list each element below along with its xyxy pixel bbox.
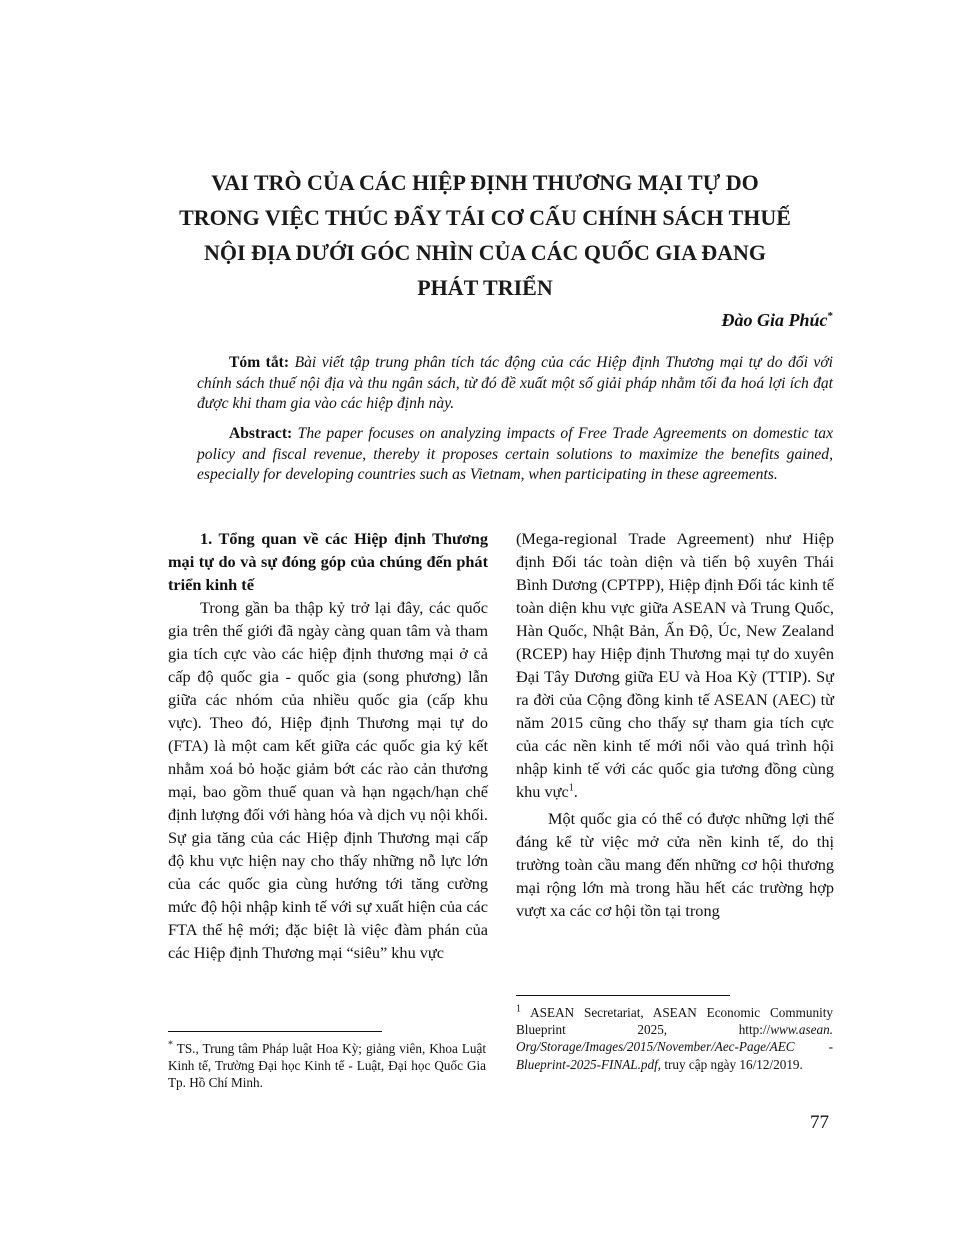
title-line: TRONG VIỆC THÚC ĐẨY TÁI CƠ CẤU CHÍNH SÁCH THUẾ <box>179 205 791 230</box>
paragraph-end: . <box>573 782 578 801</box>
body-paragraph <box>516 527 834 803</box>
abstract-english <box>197 424 833 486</box>
footnote-access: , truy cập ngày 16/12/2019. <box>657 1056 803 1072</box>
footnote-text: ASEAN Secretariat, ASEAN Economic Community Blueprint 2025, http:// <box>516 1005 833 1038</box>
title-line: NỘI ĐỊA DƯỚI GÓC NHÌN CỦA CÁC QUỐC GIA ĐANG <box>203 240 767 265</box>
footnote-mark: 1 <box>516 1003 521 1015</box>
right-column <box>516 527 834 922</box>
footnote-author <box>168 1040 486 1092</box>
abstract-label: Abstract: <box>229 425 293 442</box>
footnote-text: TS., Trung tâm Pháp luật Hoa Kỳ; giảng viên, Khoa Luật Kinh tế, Trường Đại học Kinh tế - Luật, Đại học Quốc Gia Tp. Hồ Chí Minh. <box>168 1041 486 1091</box>
author-name: Đào Gia Phúc <box>721 310 828 330</box>
author <box>721 310 833 331</box>
page-number: 77 <box>810 1112 829 1133</box>
summary-text: Bài viết tập trung phân tích tác động của các Hiệp định Thương mại tự do đối với chính sách thuế nội địa và thu ngân sách, từ đó đề xuất một số giải pháp nhằm tối đa hoá lợi ích đạt được khi tham gia vào các hiệp định này. <box>197 354 833 412</box>
title-line: VAI TRÒ CỦA CÁC HIỆP ĐỊNH THƯƠNG MẠI TỰ DO <box>211 170 759 195</box>
footnote-ref: 1 <box>568 782 574 794</box>
footnote-divider <box>516 995 730 996</box>
left-column <box>168 527 488 964</box>
footnote-url: www.asean. Org/Storage/Images/2015/November/Aec-Page/AEC -Blueprint-2025-FINAL.pdf <box>516 1022 833 1072</box>
footnote-mark: * <box>168 1039 173 1051</box>
section-heading: 1. Tổng quan về các Hiệp định Thương mại tự do và sự đóng góp của chúng đến phát triển kinh tế <box>168 529 488 594</box>
footnote-divider <box>168 1031 382 1032</box>
body-paragraph: Một quốc gia có thể có được những lợi thế đáng kể từ việc mở cửa nền kinh tế, do thị trường toàn cầu mang đến những cơ hội thương mại rộng lớn mà trong hầu hết các trường hợp vượt xa các cơ hội tồn tại trong <box>516 809 834 920</box>
summary-label: Tóm tắt: <box>229 354 290 371</box>
footnote-1 <box>516 1004 833 1073</box>
summary-vietnamese <box>197 353 833 415</box>
paragraph-text: (Mega-regional Trade Agreement) như Hiệp định Đối tác toàn diện và tiến bộ xuyên Thái Bình Dương (CPTPP), Hiệp định Đối tác kinh tế toàn diện khu vực giữa ASEAN và Trung Quốc, Hàn Quốc, Nhật Bản, Ấn Độ, Úc, New Zealand (RCEP) hay Hiệp định Thương mại tự do xuyên Đại Tây Dương giữa EU và Hoa Kỳ (TTIP). Sự ra đời của Cộng đồng kinh tế ASEAN (AEC) từ năm 2015 cũng cho thấy sự tham gia tích cực của các nền kinh tế mới nổi vào quá trình hội nhập kinh tế với các quốc gia tương đồng cùng khu vực <box>516 529 834 801</box>
body-paragraph: Trong gần ba thập kỷ trở lại đây, các quốc gia trên thế giới đã ngày càng quan tâm và tham gia tích cực vào các hiệp định thương mại ở cả cấp độ quốc gia - quốc gia (song phương) lẫn giữa các nhóm của nhiều quốc gia (cấp khu vực). Theo đó, Hiệp định Thương mại tự do (FTA) là một cam kết giữa các quốc gia ký kết nhằm xoá bỏ hoặc giảm bớt các rào cản thương mại, bao gồm thuế quan và hạn ngạch/hạn chế định lượng đối với hàng hóa và dịch vụ nội khối. Sự gia tăng của các Hiệp định Thương mại cấp độ khu vực hiện nay cho thấy những nỗ lực lớn của các quốc gia cùng hướng tới tăng cường mức độ hội nhập kinh tế với sự xuất hiện của các FTA thế hệ mới; đặc biệt là việc đàm phán của các Hiệp định Thương mại “siêu” khu vực <box>168 598 488 962</box>
abstract-text: The paper focuses on analyzing impacts of Free Trade Agreements on domestic tax policy and fiscal revenue, thereby it proposes certain solutions to maximize the benefits gained, especially for developing countries such as Vietnam, when participating in these agreements. <box>197 425 833 483</box>
author-footnote-mark: * <box>827 310 833 322</box>
paper-title <box>150 165 820 305</box>
title-line: PHÁT TRIỂN <box>417 275 553 300</box>
